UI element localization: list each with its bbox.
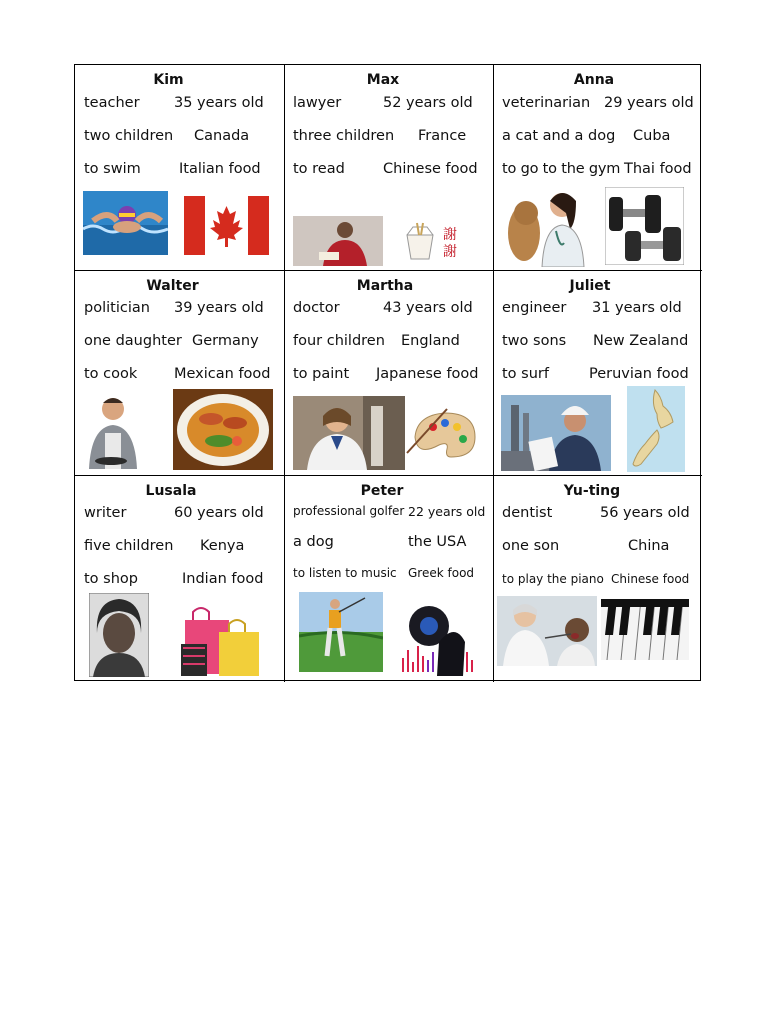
job: teacher	[84, 95, 140, 111]
card-name: Kim	[153, 72, 184, 88]
food: Peruvian food	[589, 366, 689, 382]
mexican-dish-image	[173, 389, 273, 470]
job: doctor	[293, 300, 340, 316]
food: Thai food	[624, 161, 692, 177]
woman-portrait-image	[89, 593, 149, 677]
card-name: Max	[366, 72, 400, 88]
chinese-characters: 謝謝	[443, 227, 457, 260]
chinese-takeout-image	[401, 221, 439, 261]
country: France	[418, 128, 467, 144]
family: one daughter	[84, 333, 182, 349]
dumbbells-image	[605, 187, 684, 265]
swimmer-image	[83, 191, 168, 255]
profile-card-juliet	[494, 271, 702, 476]
country: England	[401, 333, 460, 349]
hobby: to play the piano	[502, 572, 604, 586]
family: two sons	[502, 333, 567, 349]
family: five children	[84, 538, 174, 554]
age: 35 years old	[174, 95, 264, 111]
hobby: to swim	[84, 161, 141, 177]
card-name: Yu-ting	[563, 483, 621, 499]
food: Greek food	[408, 566, 475, 580]
profile-card-max	[285, 65, 494, 271]
food: Indian food	[182, 571, 264, 587]
country: China	[628, 538, 670, 554]
card-name: Martha	[356, 278, 414, 294]
profile-card-peter	[285, 476, 494, 682]
job: professional golfer	[293, 504, 405, 518]
paint-palette-image	[405, 401, 479, 463]
food: Italian food	[179, 161, 261, 177]
piano-keys-image	[601, 599, 689, 660]
family: three children	[293, 128, 395, 144]
age: 31 years old	[592, 300, 682, 316]
dentist-patient-image	[497, 596, 597, 666]
card-name: Peter	[360, 483, 404, 499]
family: a dog	[293, 534, 334, 550]
hobby: to surf	[502, 366, 549, 382]
hobby: to read	[293, 161, 345, 177]
family: a cat and a dog	[502, 128, 616, 144]
age: 52 years old	[383, 95, 473, 111]
profile-card-walter	[75, 271, 285, 476]
job: dentist	[502, 505, 553, 521]
music-headphones-image	[399, 602, 477, 676]
vet-with-dog-image	[504, 183, 586, 267]
profile-card-martha	[285, 271, 494, 476]
hobby: to shop	[84, 571, 138, 587]
canada-flag-image	[184, 196, 269, 255]
card-name: Juliet	[569, 278, 611, 294]
new-zealand-map-image	[627, 386, 685, 472]
job: writer	[84, 505, 127, 521]
job: veterinarian	[502, 95, 591, 111]
food: Mexican food	[174, 366, 271, 382]
age: 29 years old	[604, 95, 694, 111]
reading-man-image	[293, 216, 383, 266]
profile-card-anna	[494, 65, 702, 271]
family: one son	[502, 538, 560, 554]
hobby: to go to the gym	[502, 161, 621, 177]
hobby: to paint	[293, 366, 350, 382]
country: Kenya	[200, 538, 245, 554]
engineer-woman-image	[501, 395, 611, 471]
card-name: Anna	[573, 72, 615, 88]
profile-card-grid	[74, 64, 701, 681]
profile-card-kim	[75, 65, 285, 271]
age: 56 years old	[600, 505, 690, 521]
cooking-man-image	[81, 393, 143, 469]
hobby: to listen to music	[293, 566, 397, 580]
family: two children	[84, 128, 174, 144]
job: engineer	[502, 300, 567, 316]
country: Cuba	[633, 128, 671, 144]
food: Japanese food	[376, 366, 479, 382]
age: 39 years old	[174, 300, 264, 316]
age: 60 years old	[174, 505, 264, 521]
family: four children	[293, 333, 385, 349]
profile-card-lusala	[75, 476, 285, 682]
job: lawyer	[293, 95, 342, 111]
food: Chinese food	[383, 161, 478, 177]
country: Germany	[192, 333, 259, 349]
job: politician	[84, 300, 150, 316]
doctor-woman-image	[293, 396, 405, 470]
profile-card-yu-ting	[494, 476, 702, 682]
shopping-bags-image	[181, 604, 263, 678]
card-name: Lusala	[145, 483, 197, 499]
golfer-image	[299, 592, 383, 672]
country: the USA	[408, 534, 467, 550]
age: 22 years old	[408, 504, 486, 519]
age: 43 years old	[383, 300, 473, 316]
country: Canada	[194, 128, 250, 144]
card-name: Walter	[146, 278, 199, 294]
food: Chinese food	[611, 572, 690, 586]
country: New Zealand	[593, 333, 689, 349]
hobby: to cook	[84, 366, 138, 382]
